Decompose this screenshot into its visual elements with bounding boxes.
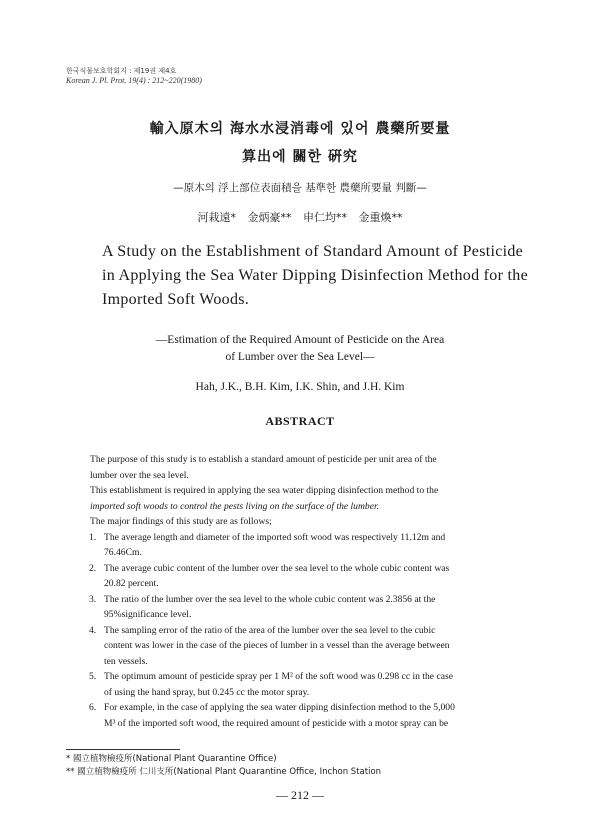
finding-text-line: 95%significance level. — [104, 609, 192, 620]
finding-text-line: The ratio of the lumber over the sea level to the whole cubic content was 2.3856 at the — [104, 593, 436, 605]
abstract-para1-line2: lumber over the sea level. — [90, 469, 189, 481]
english-title-line3: Imported Soft Woods. — [102, 291, 250, 308]
finding-number: 1. — [89, 531, 97, 543]
korean-subtitle: —原木의 浮上部位表面積을 基準한 農藥所要量 判斷— — [173, 182, 427, 194]
abstract-body — [90, 452, 545, 731]
finding-text-line: For example, in the case of applying the sea water dipping disinfection method to the 5,000 — [104, 702, 455, 713]
footnote-divider — [66, 749, 180, 750]
finding-number: 6. — [89, 702, 97, 713]
finding-text-line: ten vessels. — [104, 655, 148, 667]
finding-text-line: The sampling error of the ratio of the area of the lumber over the sea level to the cubic — [104, 624, 436, 636]
finding-number: 5. — [89, 671, 97, 682]
english-subtitle — [0, 332, 600, 366]
page-number: — 212 — — [276, 788, 324, 802]
abstract-para2-line2: imported soft woods to control the pests living on the surface of the lumber. — [90, 500, 380, 512]
english-authors: Hah, J.K., B.H. Kim, I.K. Shin, and J.H. Kim — [195, 381, 405, 393]
finding-text-line: of using the hand spray, but 0.245 cc the motor spray. — [104, 686, 310, 698]
korean-authors: 河栽遠* 金炳豪** 申仁均** 金重煥** — [197, 211, 403, 224]
journal-header — [66, 67, 202, 85]
footnote-1: * 國立植物檢疫所(National Plant Quarantine Office) — [66, 754, 277, 764]
finding-text-line: 76.46Cm. — [104, 547, 142, 558]
abstract-para1-line1: The purpose of this study is to establish a standard amount of pesticide per unit area of the — [90, 454, 437, 465]
finding-number: 4. — [89, 624, 97, 636]
abstract-para2-line1: This establishment is required in applying the sea water dipping disinfection method to the — [90, 485, 439, 496]
abstract-heading: ABSTRACT — [265, 414, 335, 428]
english-title — [102, 240, 542, 312]
finding-item — [90, 530, 545, 561]
findings-list — [90, 530, 545, 732]
finding-number: 3. — [89, 593, 97, 605]
finding-text-line: content was lower in the case of the pieces of lumber in a vessel than the average between — [104, 640, 450, 651]
finding-item — [90, 623, 545, 670]
finding-item — [90, 669, 545, 700]
footnotes — [66, 753, 536, 779]
finding-text-line: The optimum amount of pesticide spray per 1 M² of the soft wood was 0.298 cc in the case — [104, 671, 453, 682]
finding-text-line: The average cubic content of the lumber over the sea level to the whole cubic content was — [104, 562, 450, 574]
footnote-2: ** 國立植物檢疫所 仁川支所(National Plant Quarantine Office, Inchon Station — [66, 767, 382, 777]
finding-item — [90, 592, 545, 623]
english-subtitle-line1: —Estimation of the Required Amount of Pesticide on the Area — [155, 334, 445, 346]
finding-text-line: 20.82 percent. — [104, 578, 159, 589]
finding-number: 2. — [89, 562, 97, 574]
english-title-line1: A Study on the Establishment of Standard Amount of Pesticide — [102, 243, 524, 260]
finding-text-line: M³ of the imported soft wood, the required amount of pesticide with a motor spray can be — [104, 717, 449, 729]
english-title-line2: in Applying the Sea Water Dipping Disinfection Method for the — [102, 267, 528, 284]
english-subtitle-line2: of Lumber over the Sea Level— — [225, 351, 375, 363]
journal-header-english: Korean J. Pl. Prot. 19(4) : 212~220(1980) — [66, 76, 202, 85]
korean-title-line2: 算出에 關한 硏究 — [242, 149, 358, 165]
finding-text-line: The average length and diameter of the imported soft wood was respectively 11.12m and — [104, 531, 446, 543]
journal-header-korean: 한국식물보호학회지 : 제19권 제4호 — [66, 67, 177, 75]
abstract-para3: The major findings of this study are as follows; — [90, 516, 272, 527]
korean-title-line1: 輸入原木의 海水水浸消毒에 있어 農藥所要量 — [149, 121, 451, 137]
finding-item — [90, 700, 545, 731]
finding-item — [90, 561, 545, 592]
